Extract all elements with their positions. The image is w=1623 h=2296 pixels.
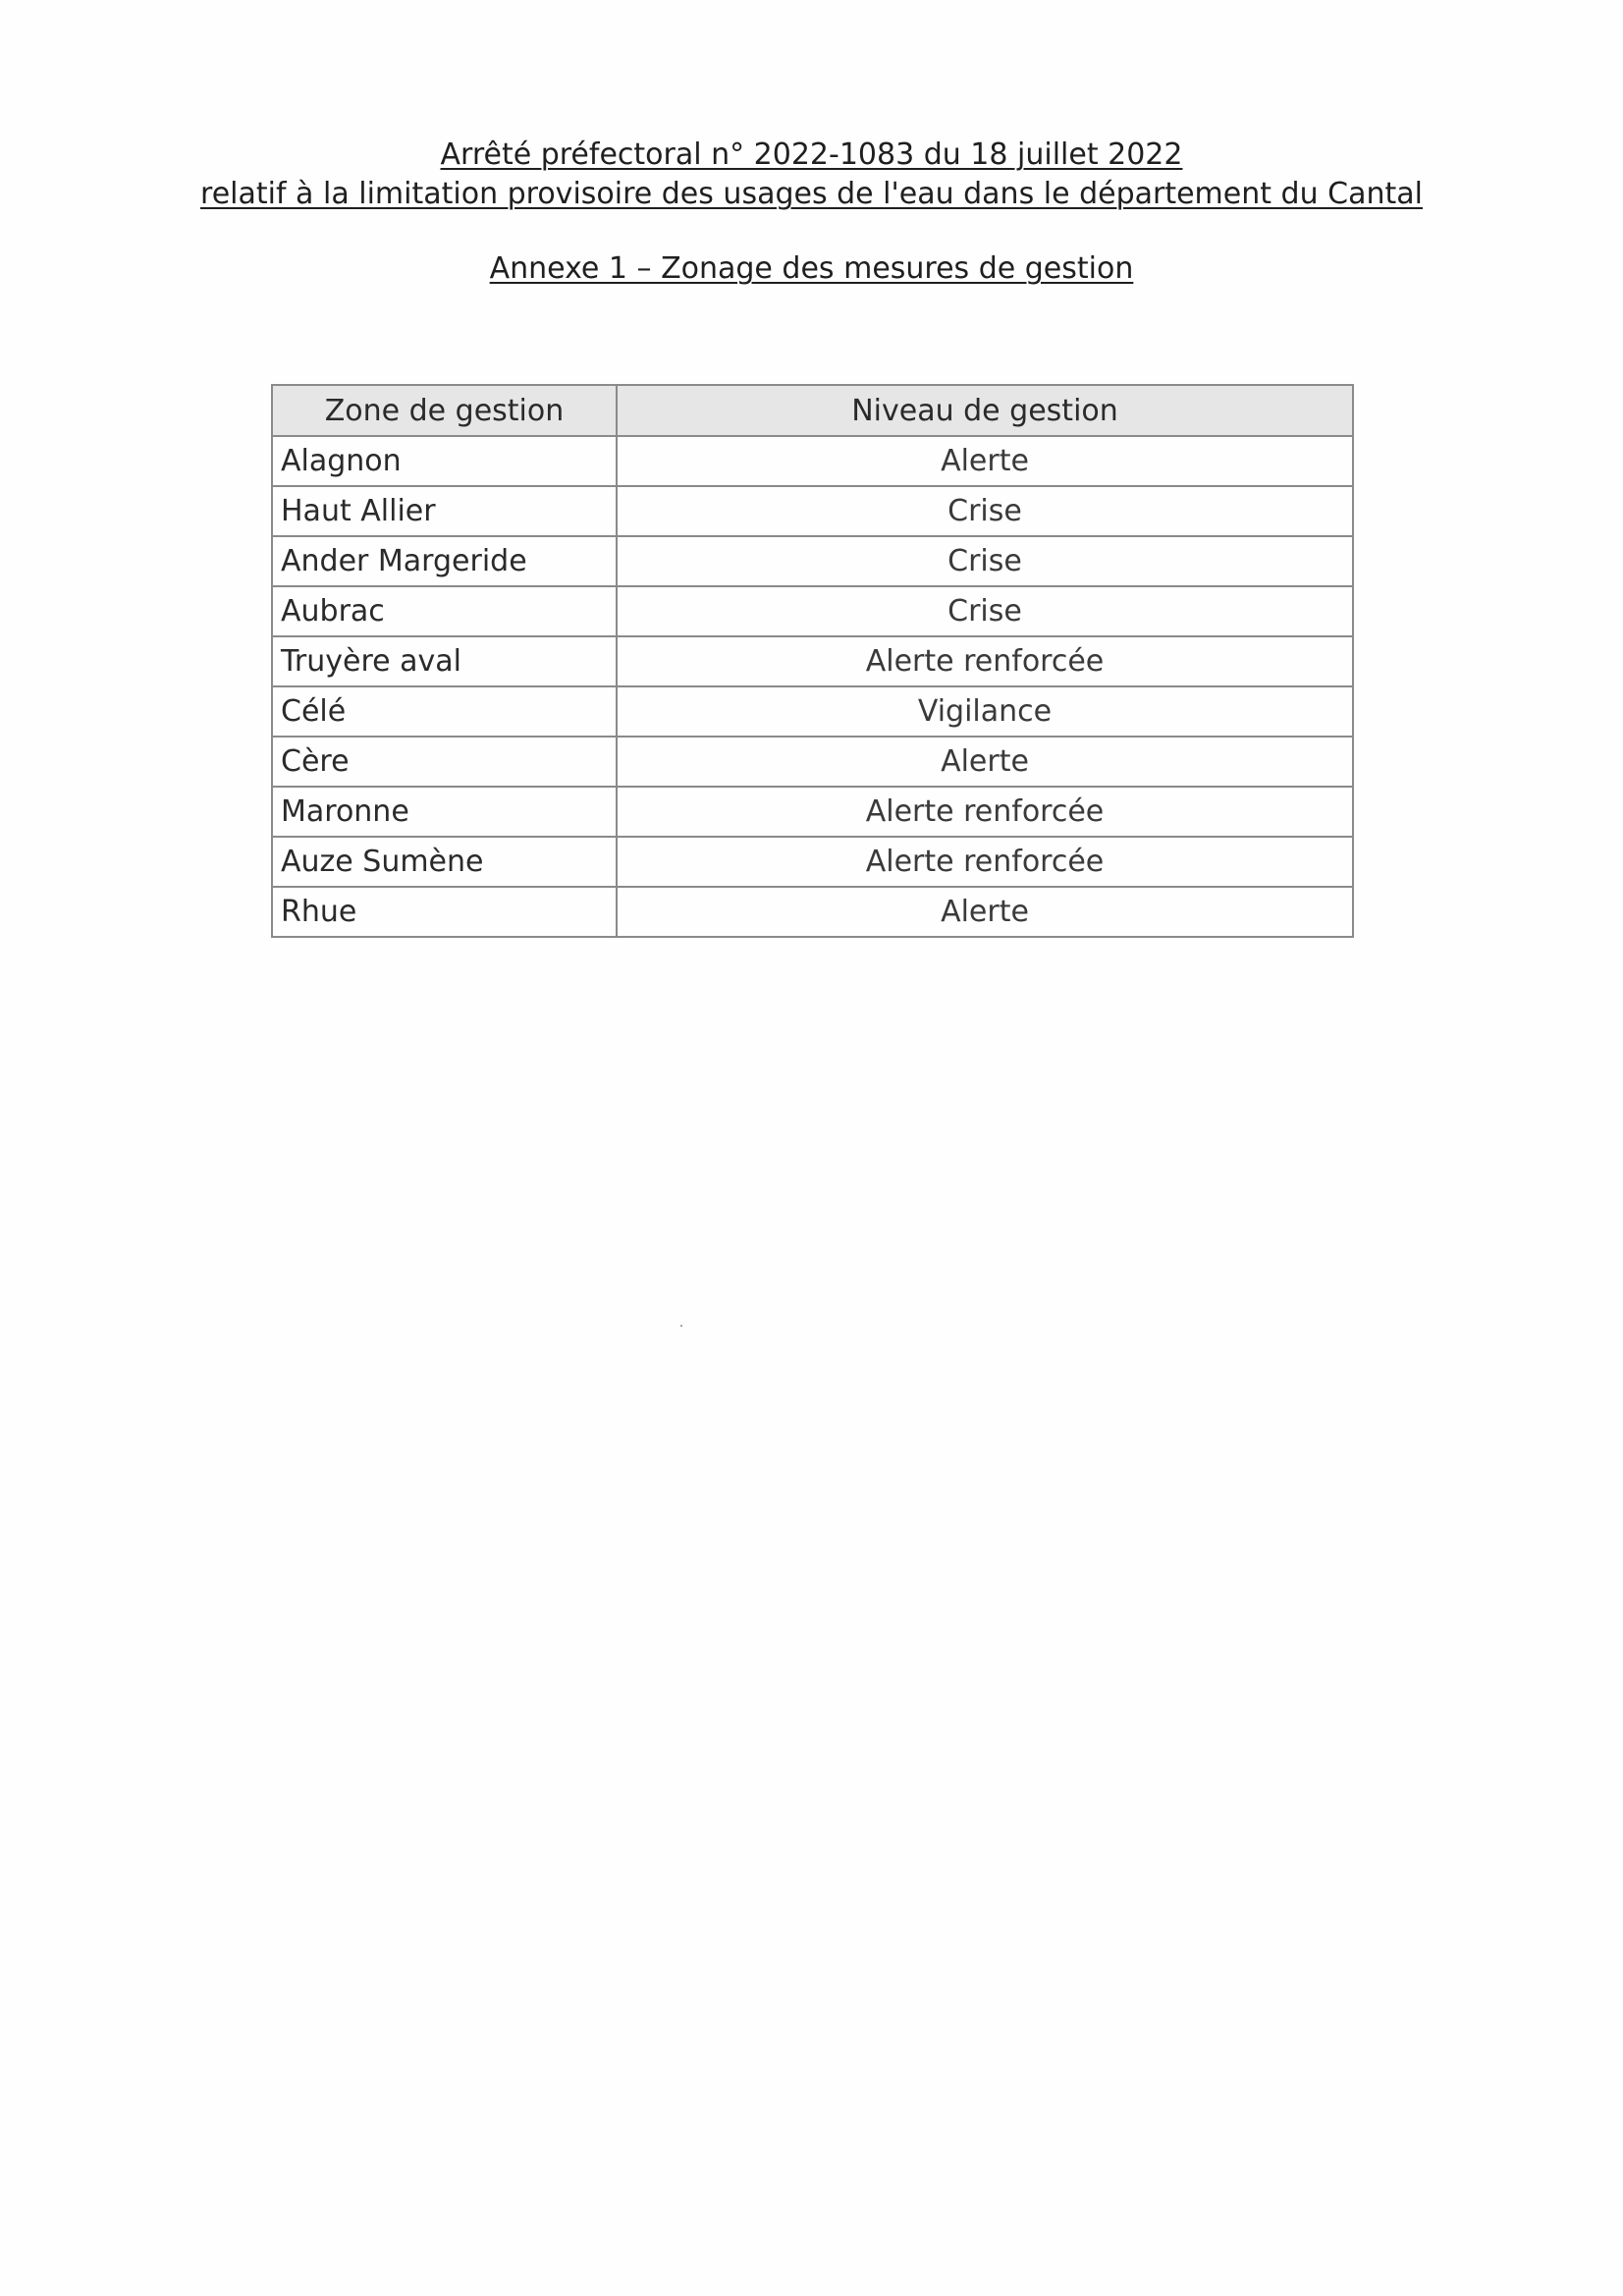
annex-title: Annexe 1 – Zonage des mesures de gestion <box>489 251 1134 286</box>
header-zone: Zone de gestion <box>272 385 617 436</box>
table-row <box>272 837 1353 887</box>
zone-cell: Cère <box>272 737 617 787</box>
table-row <box>272 636 1353 686</box>
table-row <box>272 887 1353 937</box>
zone-cell: Aubrac <box>272 586 617 636</box>
table-row <box>272 737 1353 787</box>
level-cell: Alerte renforcée <box>617 837 1353 887</box>
level-cell: Alerte renforcée <box>617 787 1353 837</box>
level-cell: Crise <box>617 486 1353 536</box>
scan-speck <box>680 1325 682 1327</box>
level-cell: Vigilance <box>617 686 1353 737</box>
table-row <box>272 586 1353 636</box>
table-row <box>272 536 1353 586</box>
level-cell: Alerte <box>617 436 1353 486</box>
level-cell: Crise <box>617 536 1353 586</box>
table-row <box>272 436 1353 486</box>
level-cell: Alerte <box>617 887 1353 937</box>
table-row <box>272 787 1353 837</box>
table-header-row <box>272 385 1353 436</box>
title-line-2: relatif à la limitation provisoire des usages de l'eau dans le département du Cantal <box>200 177 1423 211</box>
level-cell: Alerte <box>617 737 1353 787</box>
zone-cell: Maronne <box>272 787 617 837</box>
table-row <box>272 486 1353 536</box>
zone-cell: Alagnon <box>272 436 617 486</box>
zone-cell: Truyère aval <box>272 636 617 686</box>
table-row <box>272 686 1353 737</box>
zone-cell: Rhue <box>272 887 617 937</box>
level-cell: Crise <box>617 586 1353 636</box>
zone-cell: Ander Margeride <box>272 536 617 586</box>
title-line-1: Arrêté préfectoral n° 2022-1083 du 18 juillet 2022 <box>440 137 1183 172</box>
zone-cell: Célé <box>272 686 617 737</box>
zone-cell: Auze Sumène <box>272 837 617 887</box>
document-header <box>0 136 1623 214</box>
level-cell: Alerte renforcée <box>617 636 1353 686</box>
header-level: Niveau de gestion <box>617 385 1353 436</box>
zone-cell: Haut Allier <box>272 486 617 536</box>
zones-table <box>271 384 1354 938</box>
